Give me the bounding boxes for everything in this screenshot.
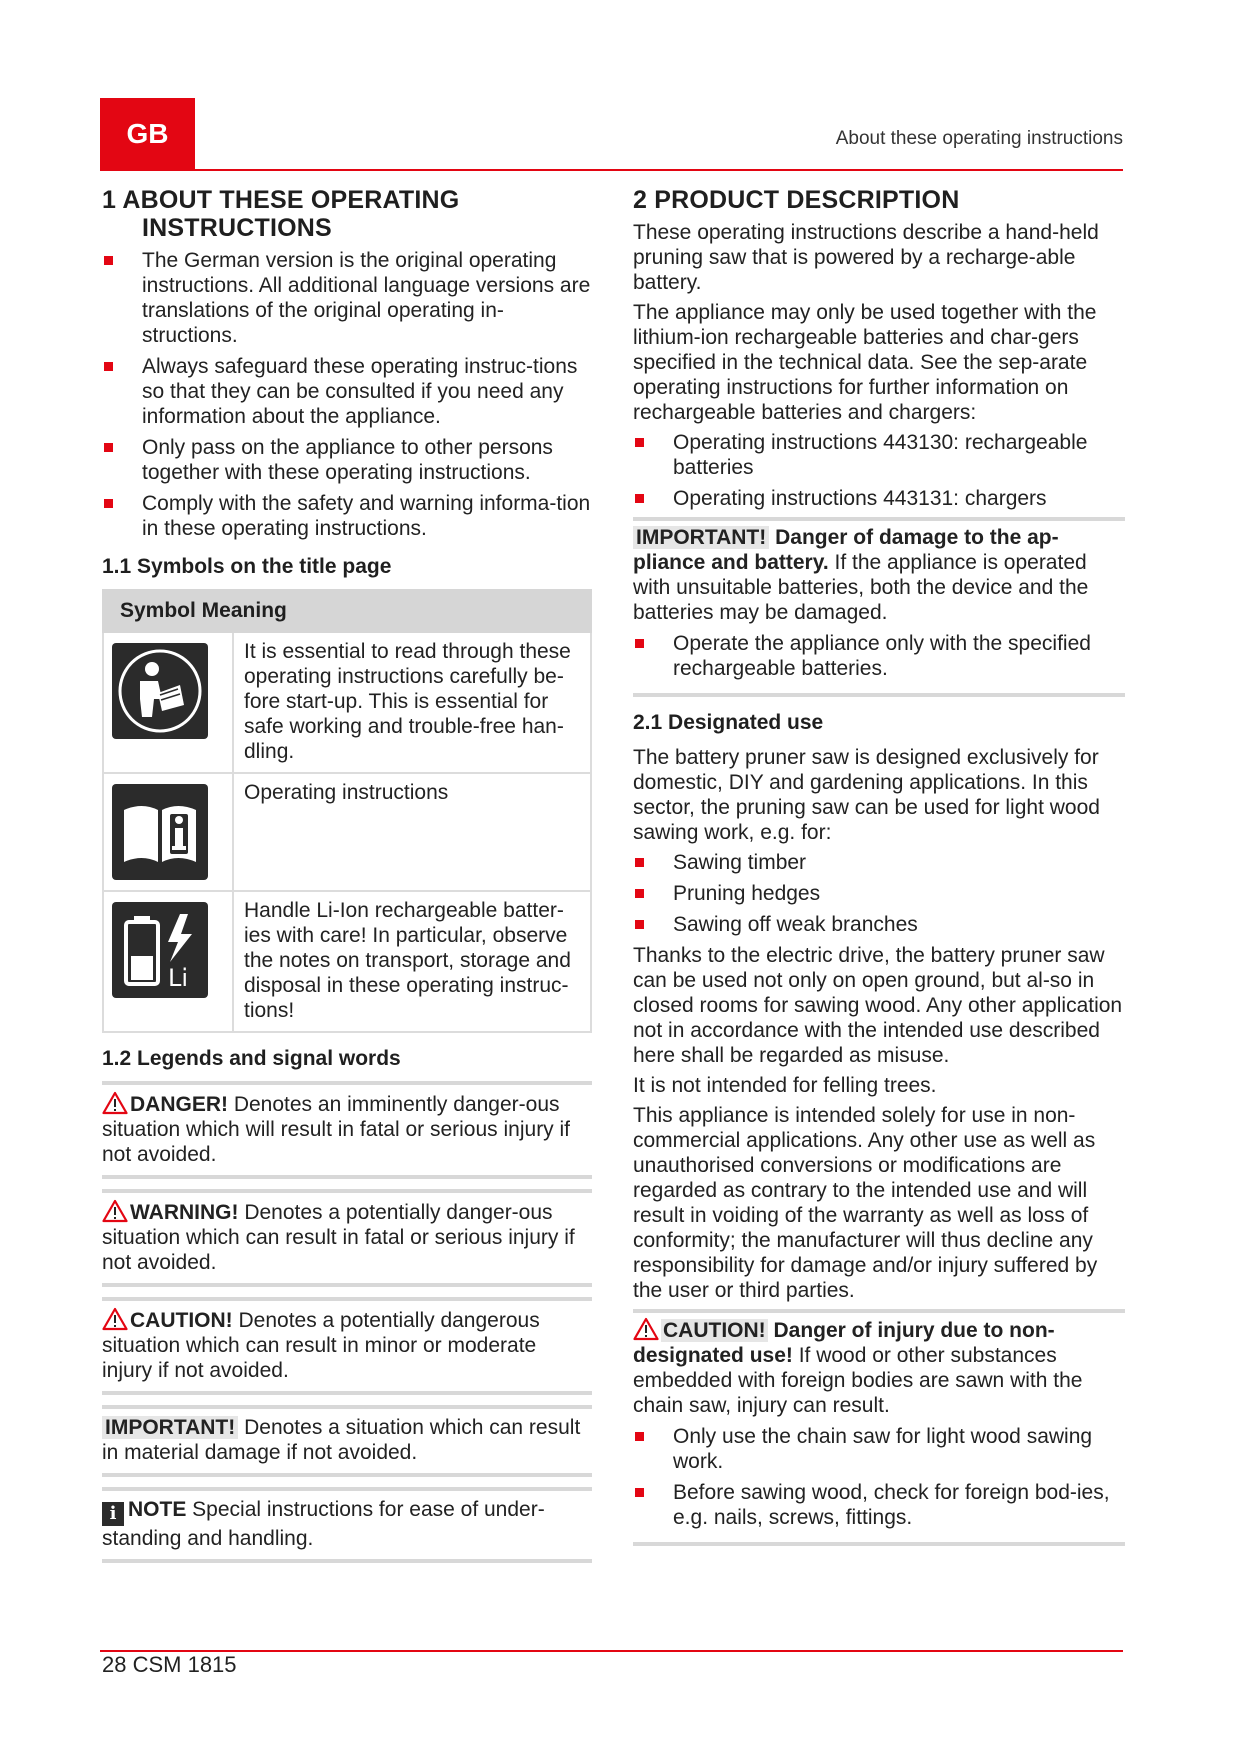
list-item: Comply with the safety and warning informa-tion in these operating instructions. — [102, 491, 592, 541]
list-item: Only use the chain saw for light wood sawing work. — [633, 1424, 1125, 1474]
right-column — [633, 186, 1125, 1558]
section-2-bullets — [633, 430, 1125, 511]
notice-text: If the appliance is operated with unsuitable batteries, both the device and the batteries may be damaged. — [633, 551, 1089, 624]
header-rule — [100, 169, 1123, 171]
note-signal — [102, 1487, 592, 1563]
header-title: About these operating instructions — [835, 128, 1123, 149]
paragraph: The appliance may only be used together with the lithium-ion rechargeable batteries and char-gers specified in the technical data. See the sep-arate operating instructions for further information on rechargeable batteries and chargers: — [633, 301, 1097, 424]
important-signal — [102, 1405, 592, 1477]
symbols-table — [102, 589, 592, 1033]
section-2-title: 2 PRODUCT DESCRIPTION — [633, 186, 960, 214]
signal-text: Denotes a potentially danger-ous situation which can result in fatal or serious injury if not avoided. — [102, 1201, 575, 1274]
symbol-meaning: It is essential to read through these operating instructions carefully be-fore start-up. This is essential for safe working and trouble-free han-dling. — [233, 632, 591, 773]
signal-keyword: IMPORTANT! — [633, 526, 769, 549]
signal-keyword: IMPORTANT! — [102, 1416, 238, 1439]
list-item: Operating instructions 443131: chargers — [633, 486, 1125, 511]
info-icon: i — [102, 1502, 124, 1526]
paragraph: These operating instructions describe a hand-held pruning saw that is powered by a recharge-able battery. — [633, 221, 1099, 294]
designated-use-bullets — [633, 850, 1125, 937]
list-item: Pruning hedges — [633, 881, 1125, 906]
notice-heading: Danger of damage to the ap-pliance and battery. — [633, 526, 1059, 574]
paragraph: This appliance is intended solely for use in non-commercial applications. Any other use as well as unauthorised conversions or modifications are regarded as contrary to the intended use and will result in voiding of the warranty as well as loss of conformity; the manufacturer will thus decline any responsibility for damage and/or injury suffered by the user or third parties. — [633, 1104, 1098, 1302]
signal-text: Denotes a situation which can result in material damage if not avoided. — [102, 1416, 581, 1464]
warning-signal — [102, 1189, 592, 1287]
signal-keyword: CAUTION! — [663, 1319, 766, 1342]
footer-rule — [100, 1650, 1123, 1652]
list-item: Sawing off weak branches — [633, 912, 1125, 937]
list-item: Only pass on the appliance to other persons together with these operating instructions. — [102, 435, 592, 485]
signal-keyword: WARNING! — [130, 1201, 239, 1224]
list-item: The German version is the original operating instructions. All additional language versions are translations of the original operating in-structions. — [102, 248, 592, 348]
important-notice — [633, 517, 1125, 697]
caution-signal — [102, 1297, 592, 1395]
read-manual-icon — [112, 643, 208, 739]
symbol-meaning: Handle Li-Ion rechargeable batter-ies with care! In particular, observe the notes on transport, storage and disposal in these operating instruc-tions! — [233, 891, 591, 1032]
table-row — [103, 773, 591, 891]
section-1-bullets — [102, 248, 592, 541]
list-item: Operating instructions 443130: rechargeable batteries — [633, 430, 1125, 480]
warning-triangle-icon — [633, 1317, 659, 1341]
li-ion-battery-icon — [112, 902, 208, 998]
section-2-1-title: 2.1 Designated use — [633, 711, 824, 734]
symbols-table-header: Symbol Meaning — [103, 590, 591, 632]
signal-text: Denotes a potentially dangerous situation which can result in minor or moderate injury if not avoided. — [102, 1309, 540, 1382]
signal-keyword: CAUTION! — [130, 1309, 233, 1332]
important-bullets — [633, 631, 1125, 681]
symbol-meaning: Operating instructions — [233, 773, 591, 891]
caution-notice — [633, 1309, 1125, 1546]
signal-text: Special instructions for ease of under-standing and handling. — [102, 1498, 545, 1550]
signal-keyword: DANGER! — [130, 1093, 228, 1116]
list-item: Before sawing wood, check for foreign bod-ies, e.g. nails, screws, fittings. — [633, 1480, 1125, 1530]
paragraph: The battery pruner saw is designed exclusively for domestic, DIY and gardening applications. In this sector, the pruning saw can be used for light wood sawing work, e.g. for: — [633, 746, 1100, 844]
table-row — [103, 891, 591, 1032]
section-1-title: 1 ABOUT THESE OPERATING INSTRUCTIONS — [102, 186, 460, 242]
caution-bullets — [633, 1424, 1125, 1530]
notice-heading: Danger of injury due to non-designated use! — [633, 1319, 1055, 1367]
list-item: Always safeguard these operating instruc-tions so that they can be consulted if you need any information about the appliance. — [102, 354, 592, 429]
warning-triangle-icon — [102, 1091, 128, 1115]
operating-instructions-icon — [112, 784, 208, 880]
signal-text: Denotes an imminently danger-ous situation which will result in fatal or serious injury if not avoided. — [102, 1093, 571, 1166]
section-1-2-title: 1.2 Legends and signal words — [102, 1047, 401, 1070]
paragraph: Thanks to the electric drive, the battery pruner saw can be used not only on open ground, but al-so in closed rooms for sawing wood. Any other application not in accordance with the intended use described here shall be regarded as misuse. — [633, 944, 1123, 1067]
notice-text: If wood or other substances embedded with foreign bodies are sawn with the chain saw, injury can result. — [633, 1344, 1083, 1417]
page-footer: 28 CSM 1815 — [102, 1652, 237, 1677]
list-item: Operate the appliance only with the specified rechargeable batteries. — [633, 631, 1125, 681]
language-tab: GB — [100, 98, 195, 170]
section-1-1-title: 1.1 Symbols on the title page — [102, 555, 392, 578]
left-column — [102, 186, 592, 1573]
warning-triangle-icon — [102, 1307, 128, 1331]
table-row — [103, 632, 591, 773]
signal-keyword: NOTE — [128, 1498, 187, 1521]
warning-triangle-icon — [102, 1199, 128, 1223]
danger-signal — [102, 1081, 592, 1179]
paragraph: It is not intended for felling trees. — [633, 1074, 937, 1097]
list-item: Sawing timber — [633, 850, 1125, 875]
svg-text:Li: Li — [168, 964, 189, 992]
